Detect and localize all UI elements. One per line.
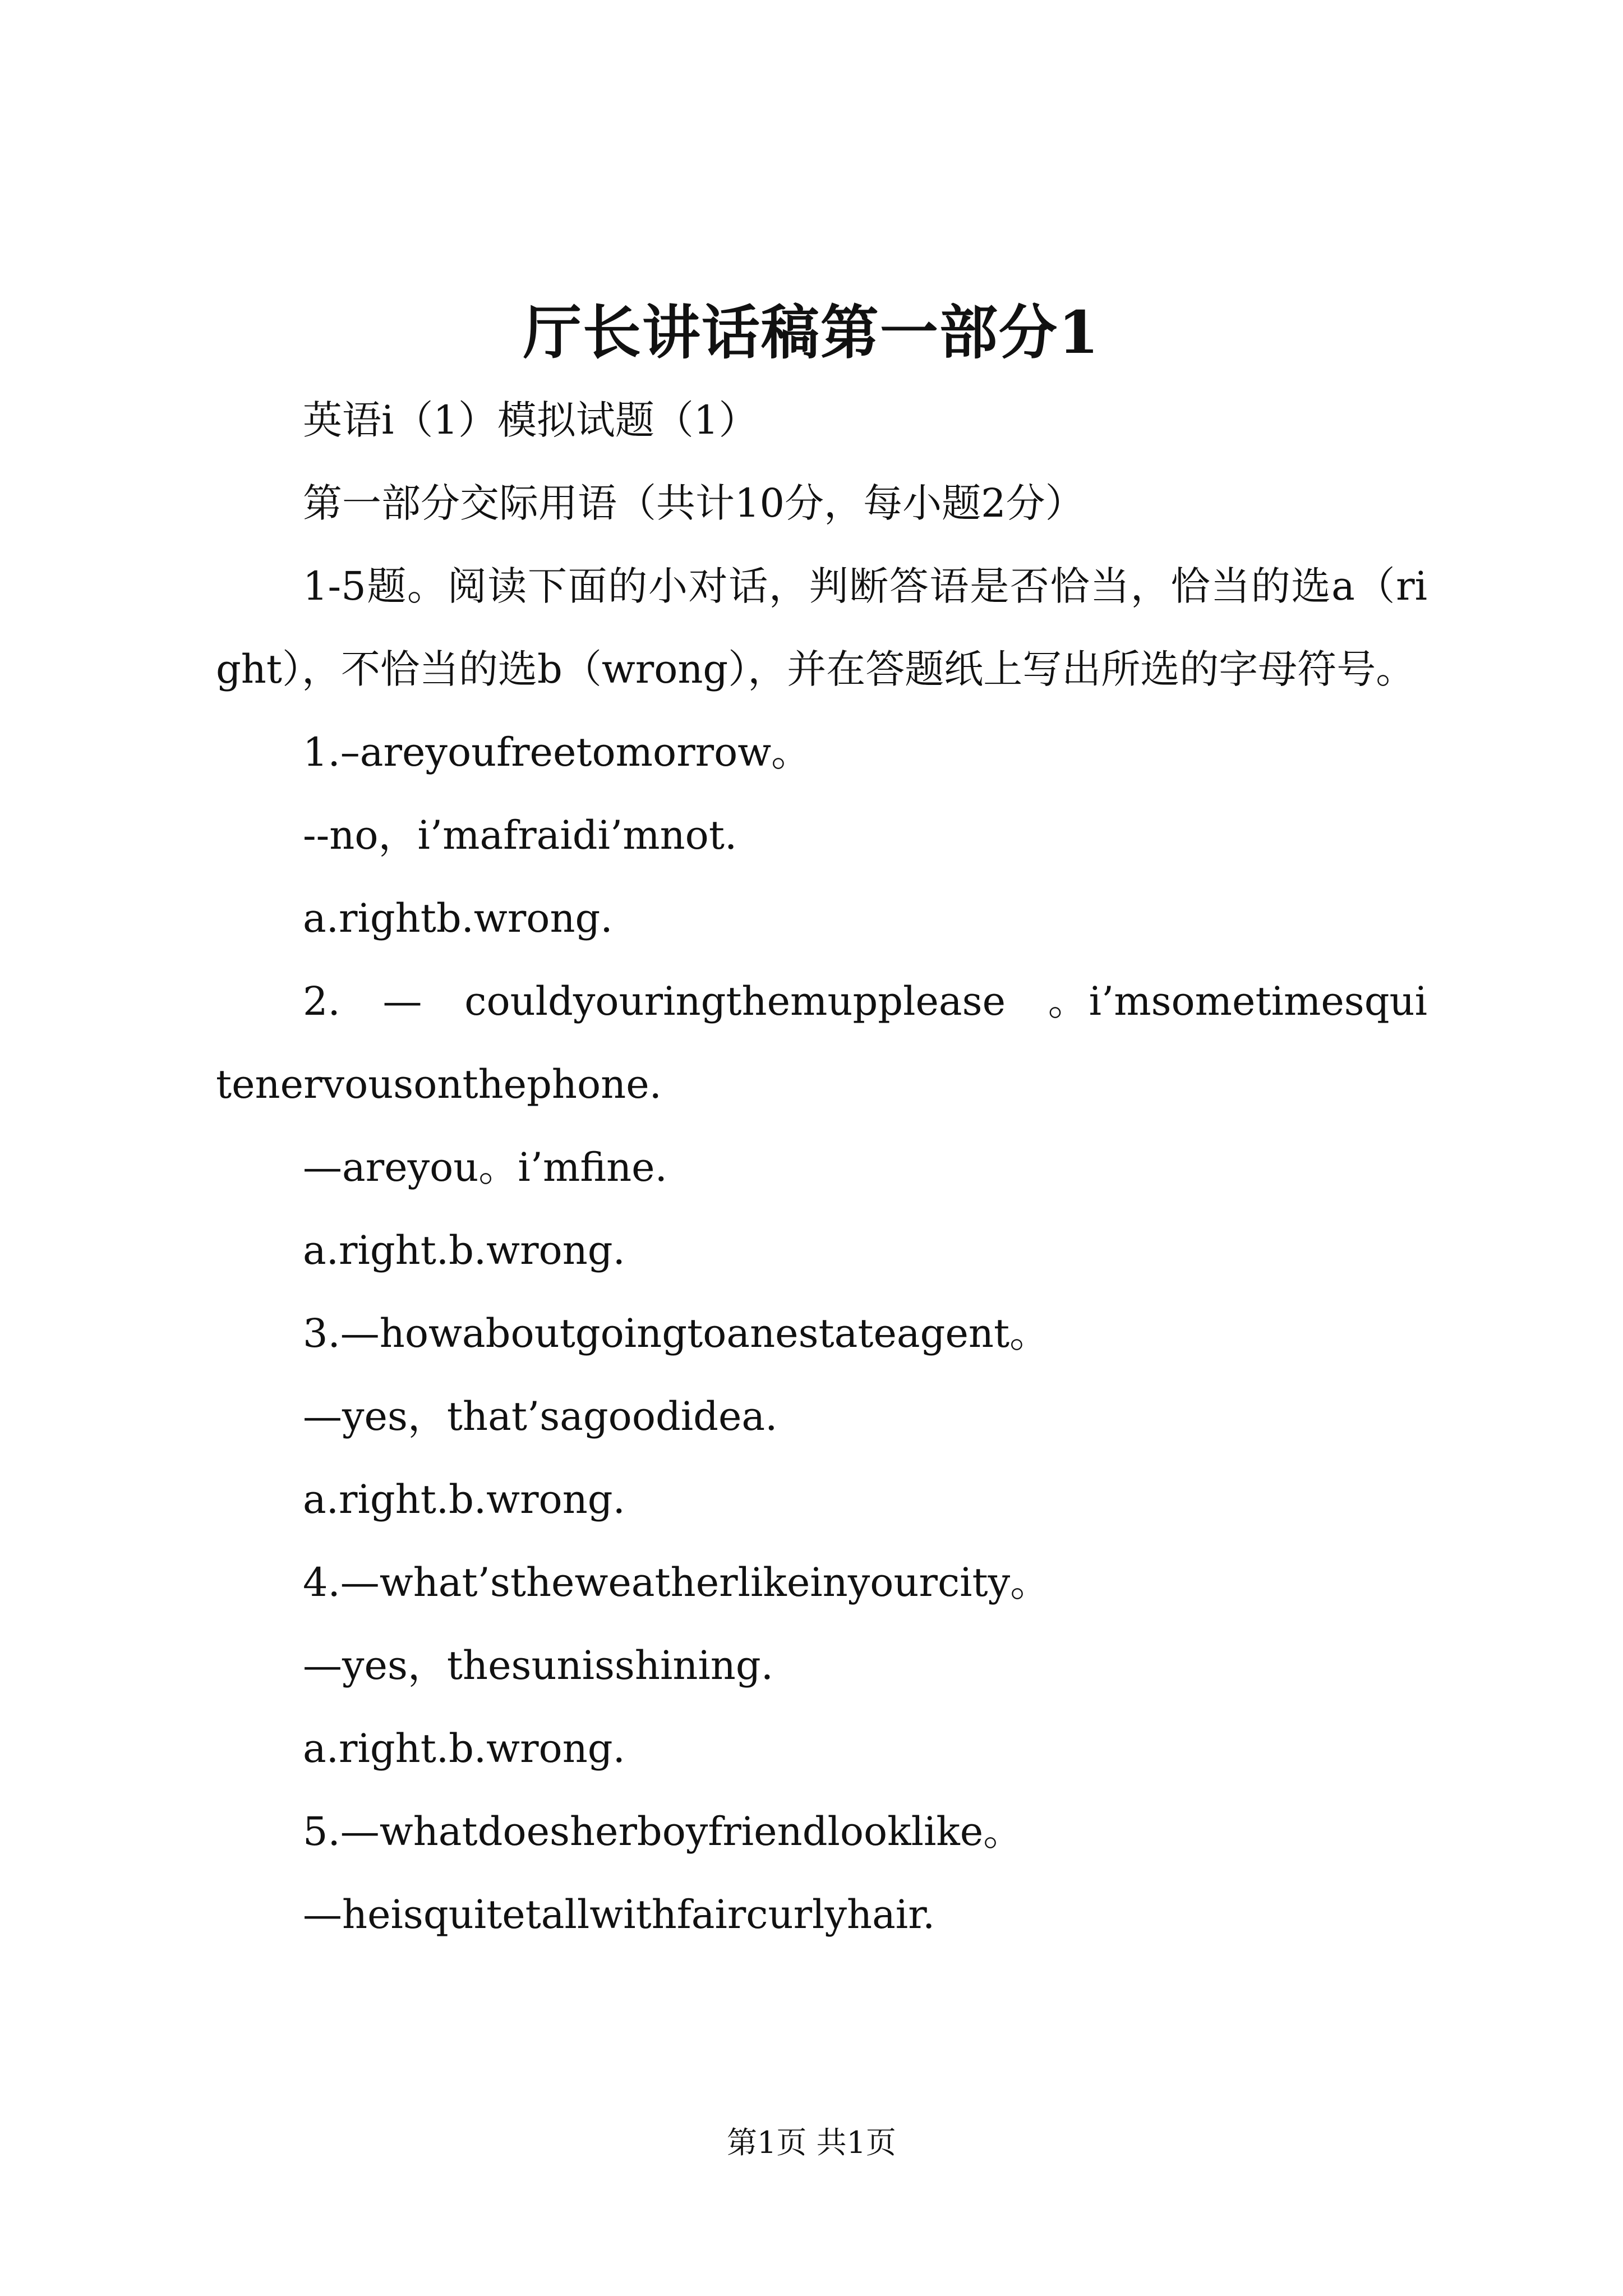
question-1-prompt: 1.–areyoufreetomorrow。 (303, 729, 811, 775)
question-3-options: a.right.b.wrong. (303, 1476, 625, 1522)
question-5-reply: —heisquitetallwithfaircurlyhair. (303, 1892, 935, 1938)
question-3-prompt: 3.—howaboutgoingtoanestateagent。 (303, 1310, 1049, 1356)
question-4-prompt: 4.—what’stheweatherlikeinyourcity。 (303, 1559, 1050, 1605)
question-2-prompt: 2. — couldyouringthemupplease 。i’msometimesquitenervousonthephone. (216, 978, 1427, 1107)
question-1-reply: --no，i’mafraidi’mnot. (303, 812, 737, 858)
paragraph-subtitle: 英语i（1）模拟试题（1） (303, 397, 758, 443)
page-total: 共1页 (816, 2125, 896, 2160)
paragraph-instructions: 1-5题。阅读下面的小对话，判断答语是否恰当，恰当的选a（right），不恰当的选b（wrong），并在答题纸上写出所选的字母符号。 (216, 563, 1427, 692)
question-4-options: a.right.b.wrong. (303, 1726, 625, 1772)
page-number: 第1页 (727, 2125, 807, 2160)
question-5-prompt: 5.—whatdoesherboyfriendlooklike。 (303, 1809, 1023, 1855)
document-body (216, 379, 1427, 1956)
page-footer (0, 2120, 1623, 2165)
question-3-reply: —yes，that’sagoodidea. (303, 1393, 778, 1439)
question-4-reply: —yes，thesunisshining. (303, 1642, 773, 1688)
document-title: 厅长讲话稿第一部分1 (523, 298, 1100, 367)
paragraph-section-heading: 第一部分交际用语（共计10分，每小题2分） (303, 480, 1085, 526)
question-2-options: a.right.b.wrong. (303, 1227, 625, 1273)
question-2-reply: —areyou。i’mfine. (303, 1144, 667, 1190)
question-1-options: a.rightb.wrong. (303, 895, 613, 941)
